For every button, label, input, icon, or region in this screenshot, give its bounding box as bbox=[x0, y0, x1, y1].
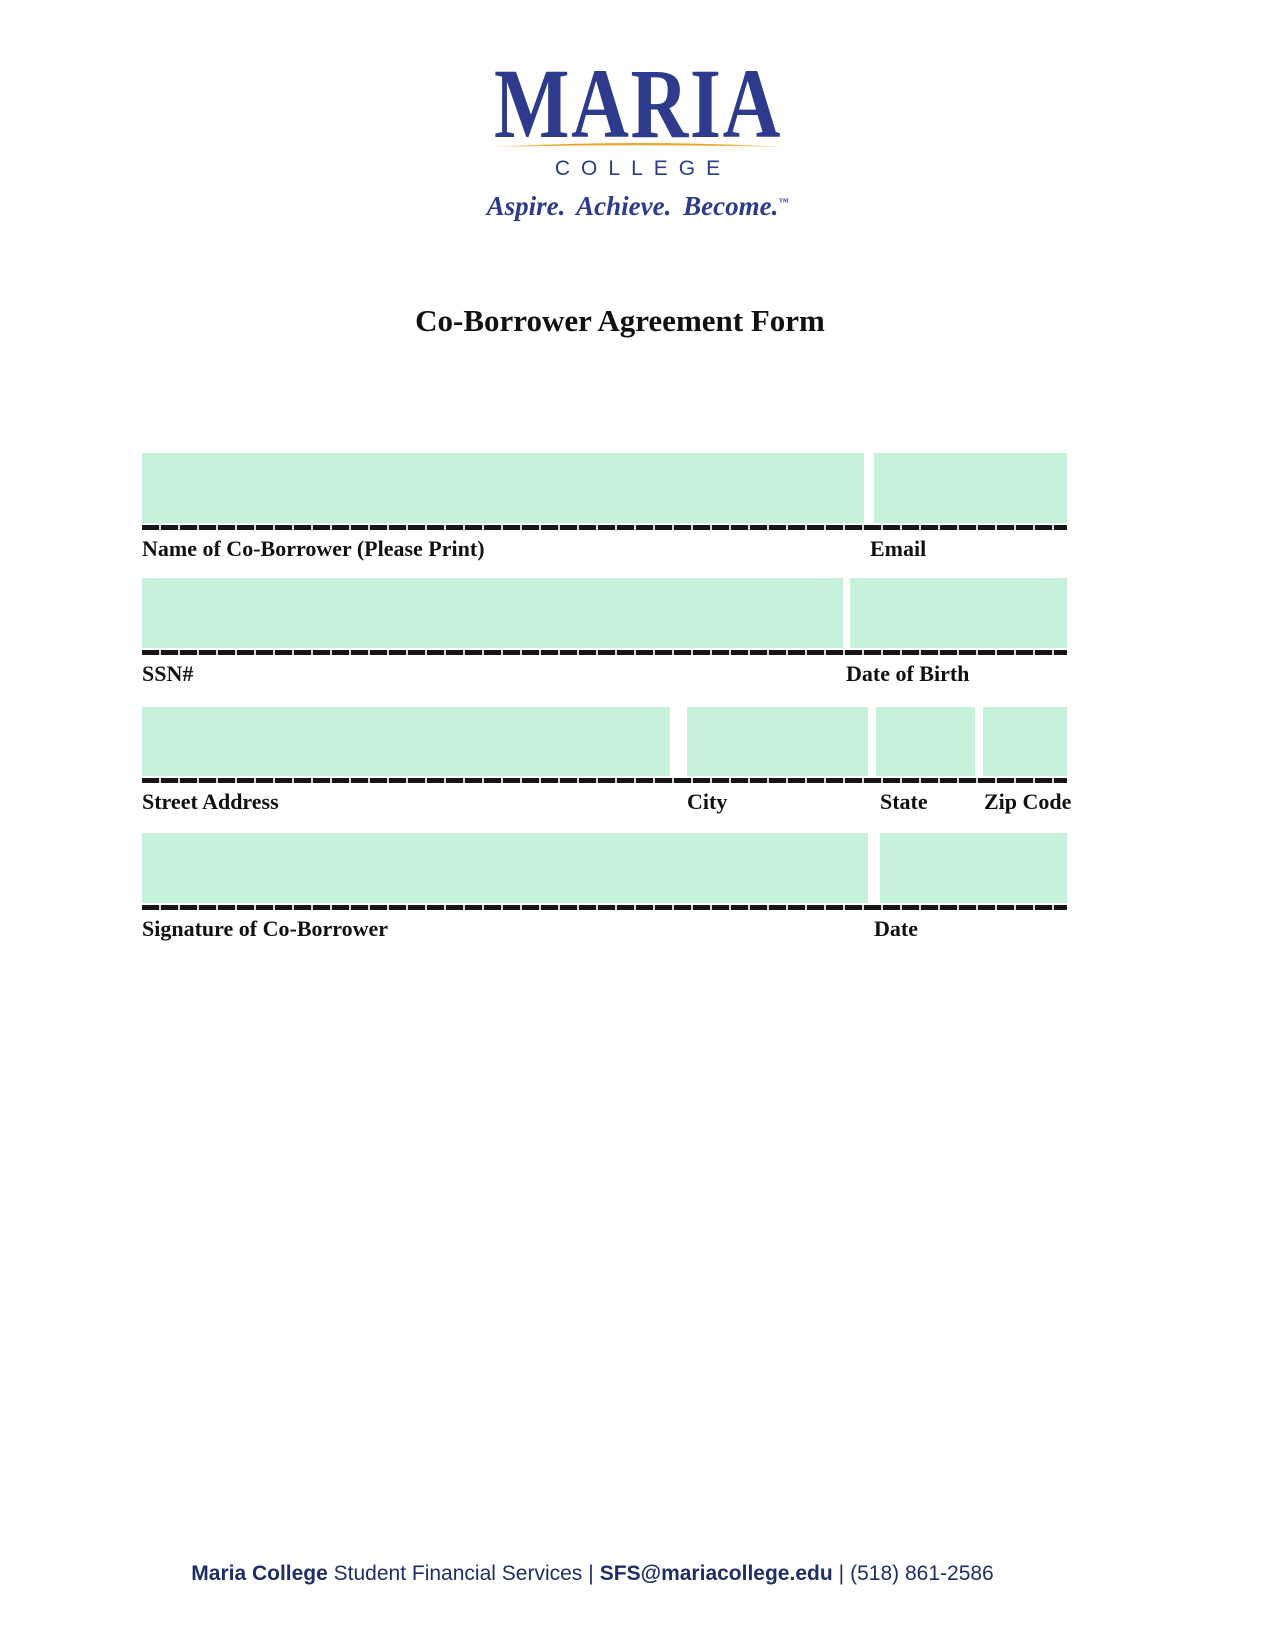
state-label: State bbox=[880, 789, 928, 814]
email-field[interactable] bbox=[874, 453, 1067, 523]
underscore-line bbox=[142, 778, 1067, 783]
email-label: Email bbox=[870, 536, 927, 561]
footer-email-link[interactable]: SFS@mariacollege.edu bbox=[599, 1562, 833, 1585]
footer-separator: | bbox=[588, 1562, 594, 1585]
footer-dept: Student Financial Services bbox=[333, 1562, 583, 1585]
date-of-birth-field[interactable] bbox=[850, 578, 1067, 648]
underscore-line bbox=[142, 905, 1067, 910]
signature-field[interactable] bbox=[142, 833, 868, 903]
ssn-field[interactable] bbox=[142, 578, 843, 648]
co-borrower-name-field[interactable] bbox=[142, 453, 864, 523]
logo-tagline-text: Aspire. Achieve. Become. bbox=[486, 191, 779, 221]
zip-code-field[interactable] bbox=[983, 707, 1067, 776]
state-field[interactable] bbox=[876, 707, 975, 776]
signature-label: Signature of Co-Borrower bbox=[142, 916, 389, 941]
logo-tagline bbox=[487, 193, 789, 220]
footer-org: Maria College bbox=[191, 1562, 328, 1585]
page-title: Co-Borrower Agreement Form bbox=[415, 303, 825, 338]
underscore-line bbox=[142, 650, 1067, 655]
page-footer bbox=[0, 1562, 1185, 1586]
street-address-field[interactable] bbox=[142, 707, 670, 776]
footer-separator: | bbox=[838, 1562, 845, 1585]
underscore-line bbox=[142, 525, 1067, 530]
footer-phone: (518) 861-2586 bbox=[850, 1562, 994, 1585]
trademark-symbol: ™ bbox=[778, 197, 789, 208]
city-label: City bbox=[687, 789, 728, 814]
ssn-label: SSN# bbox=[142, 661, 194, 686]
zip-code-label: Zip Code bbox=[984, 789, 1072, 814]
logo-wordmark: MARIA bbox=[493, 48, 782, 159]
date-of-birth-label: Date of Birth bbox=[846, 661, 970, 686]
date-field[interactable] bbox=[880, 833, 1067, 903]
date-label: Date bbox=[874, 916, 918, 941]
co-borrower-name-label: Name of Co-Borrower (Please Print) bbox=[142, 536, 485, 561]
street-address-label: Street Address bbox=[142, 789, 279, 814]
maria-college-logo bbox=[0, 48, 1275, 221]
logo-college-text: COLLEGE bbox=[554, 157, 732, 180]
city-field[interactable] bbox=[687, 707, 868, 776]
